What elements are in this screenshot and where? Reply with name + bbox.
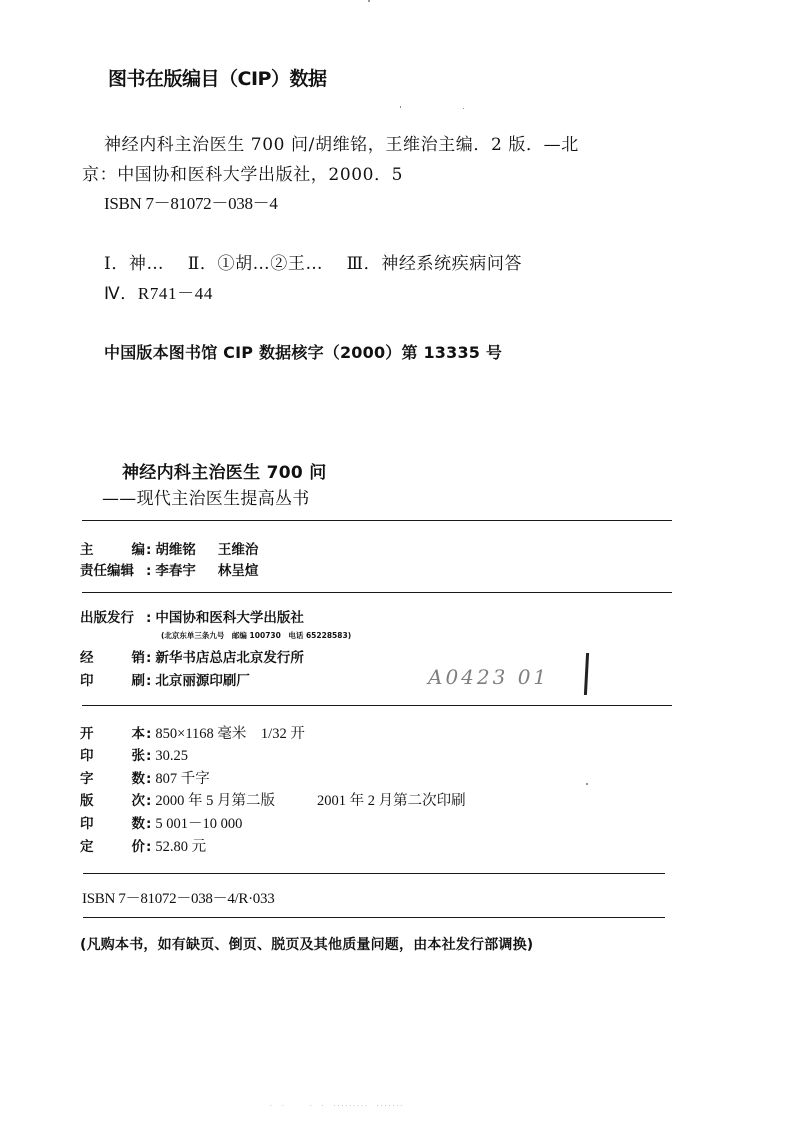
quality-notice: (凡购本书，如有缺页、倒页、脱页及其他质量问题，由本社发行部调换) — [80, 937, 534, 953]
spec-row-edition — [80, 789, 466, 810]
scan-speck — [368, 0, 370, 2]
cip-catalog-line-2: 京：中国协和医科大学出版社，2000．5 — [82, 165, 404, 185]
cip-verification-number: 中国版本图书馆 CIP 数据核字（2000）第 13335 号 — [104, 343, 503, 362]
colon: : — [146, 542, 152, 558]
divider-rule — [83, 917, 665, 918]
credit-row-responsible-editor — [80, 559, 258, 579]
distributor-label: 经 销 — [80, 650, 145, 666]
spec-value: 850×1168 毫米 1/32 开 — [155, 726, 305, 742]
colon: : — [146, 650, 152, 666]
divider-rule — [83, 873, 665, 874]
cip-catalog-line-1: 神经内科主治医生 700 问/胡维铭，王维治主编．2 版．—北 — [104, 135, 579, 155]
spec-row-sheets — [80, 744, 188, 765]
colon: : — [146, 748, 152, 764]
colon: : — [146, 839, 152, 855]
publisher-name: 中国协和医科大学出版社 — [155, 610, 304, 626]
distributor-row — [80, 646, 304, 666]
credit-value: 胡维铭 — [155, 542, 196, 558]
spec-value: 2000 年 5 月第二版 — [155, 793, 276, 809]
spec-label: 开 本 — [80, 726, 145, 742]
credit-label: 责任编辑 — [80, 563, 134, 579]
scan-speck — [400, 106, 401, 108]
credit-value: 李春宇 — [155, 563, 196, 579]
spec-value-printing: 2001 年 2 月第二次印刷 — [317, 793, 466, 809]
spec-row-word-count — [80, 767, 210, 788]
publisher-row — [80, 606, 304, 626]
scan-noise: · · · · ········· ······· — [270, 1103, 405, 1110]
handwritten-stroke — [584, 653, 589, 695]
isbn-full: ISBN 7－81072－038－4/R·033 — [82, 891, 275, 907]
spec-label: 字 数 — [80, 771, 145, 787]
colon: : — [146, 610, 152, 626]
colon: : — [146, 726, 152, 742]
spec-value: 5 001－10 000 — [155, 816, 243, 832]
spec-row-format — [80, 722, 305, 743]
colon: : — [146, 563, 152, 579]
book-series-subtitle: ——现代主治医生提高丛书 — [102, 489, 310, 509]
publisher-label: 出版发行 — [80, 610, 134, 626]
scan-speck — [463, 108, 464, 109]
printer-label: 印 刷 — [80, 673, 145, 689]
cip-classification-line-2: Ⅳ．R741－44 — [104, 284, 213, 303]
spec-value: 807 千字 — [155, 771, 210, 787]
colon: : — [146, 816, 152, 832]
cip-heading: 图书在版编目（CIP）数据 — [108, 68, 327, 90]
spec-label: 版 次 — [80, 793, 145, 809]
divider-rule — [82, 705, 672, 706]
spec-label: 印 数 — [80, 816, 145, 832]
cip-isbn: ISBN 7－81072－038－4 — [104, 194, 278, 213]
colon: : — [146, 793, 152, 809]
spec-value: 52.80 元 — [155, 839, 207, 855]
printer-value: 北京丽源印刷厂 — [155, 673, 250, 689]
cip-classification-line-1: Ⅰ．神… Ⅱ．①胡…②王… Ⅲ．神经系统疾病问答 — [104, 254, 523, 274]
distributor-value: 新华书店总店北京发行所 — [155, 650, 304, 666]
credit-value: 林呈煊 — [217, 563, 259, 579]
credit-value: 王维治 — [217, 542, 259, 558]
spec-label: 定 价 — [80, 839, 145, 855]
printer-row — [80, 669, 250, 689]
spec-value: 30.25 — [155, 748, 189, 764]
book-title: 神经内科主治医生 700 问 — [122, 463, 327, 483]
spec-row-print-run — [80, 812, 242, 833]
scan-speck — [586, 783, 588, 785]
spec-label: 印 张 — [80, 748, 145, 764]
credit-row-chief-editor — [80, 538, 258, 558]
colon: : — [146, 771, 152, 787]
colon: : — [146, 673, 152, 689]
handwritten-annotation: A0423 01 — [428, 665, 550, 689]
publisher-address: (北京东单三条九号 邮编 100730 电话 65228583) — [161, 631, 352, 640]
divider-rule — [82, 592, 672, 593]
divider-rule — [82, 520, 672, 521]
credit-label: 主 编 — [80, 542, 145, 558]
spec-row-price — [80, 835, 206, 856]
